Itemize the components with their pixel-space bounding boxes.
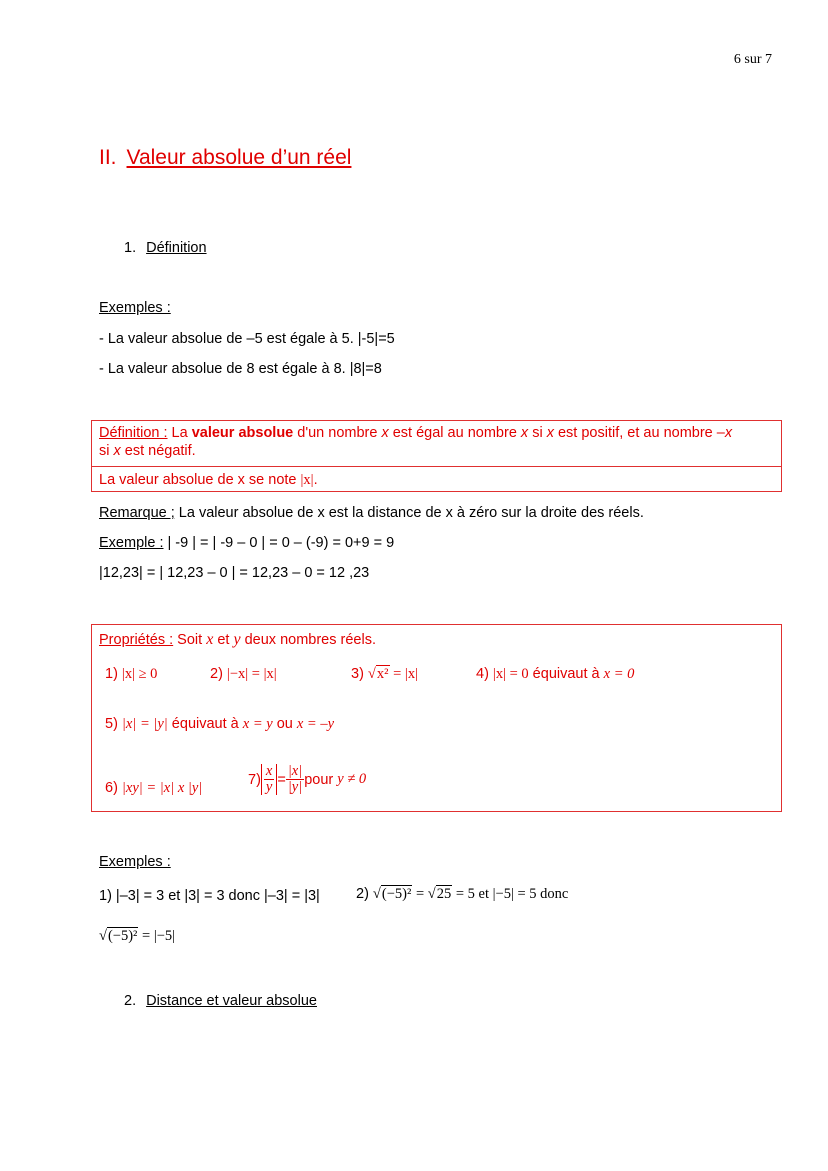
- definition-text: Définition : La valeur absolue d'un nombre x est égal au nombre x si x est positif, et au nombre –x si x est négatif.: [99, 425, 733, 459]
- examples-label: Exemples :: [99, 854, 171, 870]
- properties-box: [91, 624, 782, 812]
- properties-label: Propriétés :: [99, 632, 174, 648]
- sqrt-symbol: √(−5)²: [372, 886, 412, 902]
- section-title: [99, 146, 351, 170]
- remarque-label: Remarque ;: [99, 505, 175, 521]
- examples-label: Exemples :: [99, 300, 171, 316]
- subsection-distance: [124, 993, 317, 1009]
- abs-bars: $\frac{x}{y}$: [261, 764, 277, 795]
- subsection-definition: [124, 240, 207, 256]
- property-6: 6) |xy| = |x| x |y|: [105, 780, 203, 796]
- section-title-text: Valeur absolue d’un réel: [126, 146, 352, 169]
- properties-intro: Propriétés : Soit x et y deux nombres réels.: [99, 631, 376, 648]
- page-number: 6 sur 7: [733, 52, 772, 67]
- property-2: 2) |−x| = |x|: [210, 666, 277, 682]
- property-1: 1) |x| ≥ 0: [105, 666, 158, 682]
- definition-box: [91, 420, 782, 492]
- property-7: 7) $\frac{x}{y}$ = $\frac{|x|}{|y|}$ pour y ≠ 0: [248, 763, 367, 796]
- subsection-title: Définition: [146, 240, 207, 256]
- sqrt-symbol: √(−5)²: [99, 928, 138, 944]
- example-2: 2) √(−5)² = √25 = 5 et |−5| = 5 donc: [356, 886, 569, 902]
- remarque: Remarque ; La valeur absolue de x est la distance de x à zéro sur la droite des réels.: [99, 505, 644, 521]
- subsection-number: 2.: [124, 993, 137, 1009]
- exemple-line: |12,23| = | 12,23 – 0 | = 12,23 – 0 = 12 ,23: [99, 565, 370, 581]
- example-line: - La valeur absolue de –5 est égale à 5. |-5|=5: [99, 331, 395, 347]
- property-5: 5) |x| = |y| équivaut à x = y ou x = –y: [105, 716, 335, 732]
- example-line: - La valeur absolue de 8 est égale à 8. |8|=8: [99, 361, 382, 377]
- sqrt-symbol: √x²: [367, 666, 389, 682]
- property-3: 3) √x² = |x|: [351, 666, 418, 682]
- exemple-line: Exemple : | -9 | = | -9 – 0 | = 0 – (-9) = 0+9 = 9: [99, 535, 395, 551]
- definition-notation: La valeur absolue de x se note |x|.: [99, 472, 318, 488]
- subsection-title: Distance et valeur absolue: [146, 993, 317, 1009]
- exemple-label: Exemple :: [99, 535, 164, 551]
- definition-term: valeur absolue: [191, 425, 294, 441]
- definition-label: Définition :: [99, 425, 168, 441]
- subsection-number: 1.: [124, 240, 137, 256]
- property-4: 4) |x| = 0 équivaut à x = 0: [476, 666, 635, 682]
- section-number: II.: [99, 146, 117, 169]
- example-1: 1) |–3| = 3 et |3| = 3 donc |–3| = |3|: [99, 888, 320, 904]
- example-2-cont: √(−5)² = |−5|: [99, 928, 176, 944]
- sqrt-symbol: √25: [427, 886, 452, 902]
